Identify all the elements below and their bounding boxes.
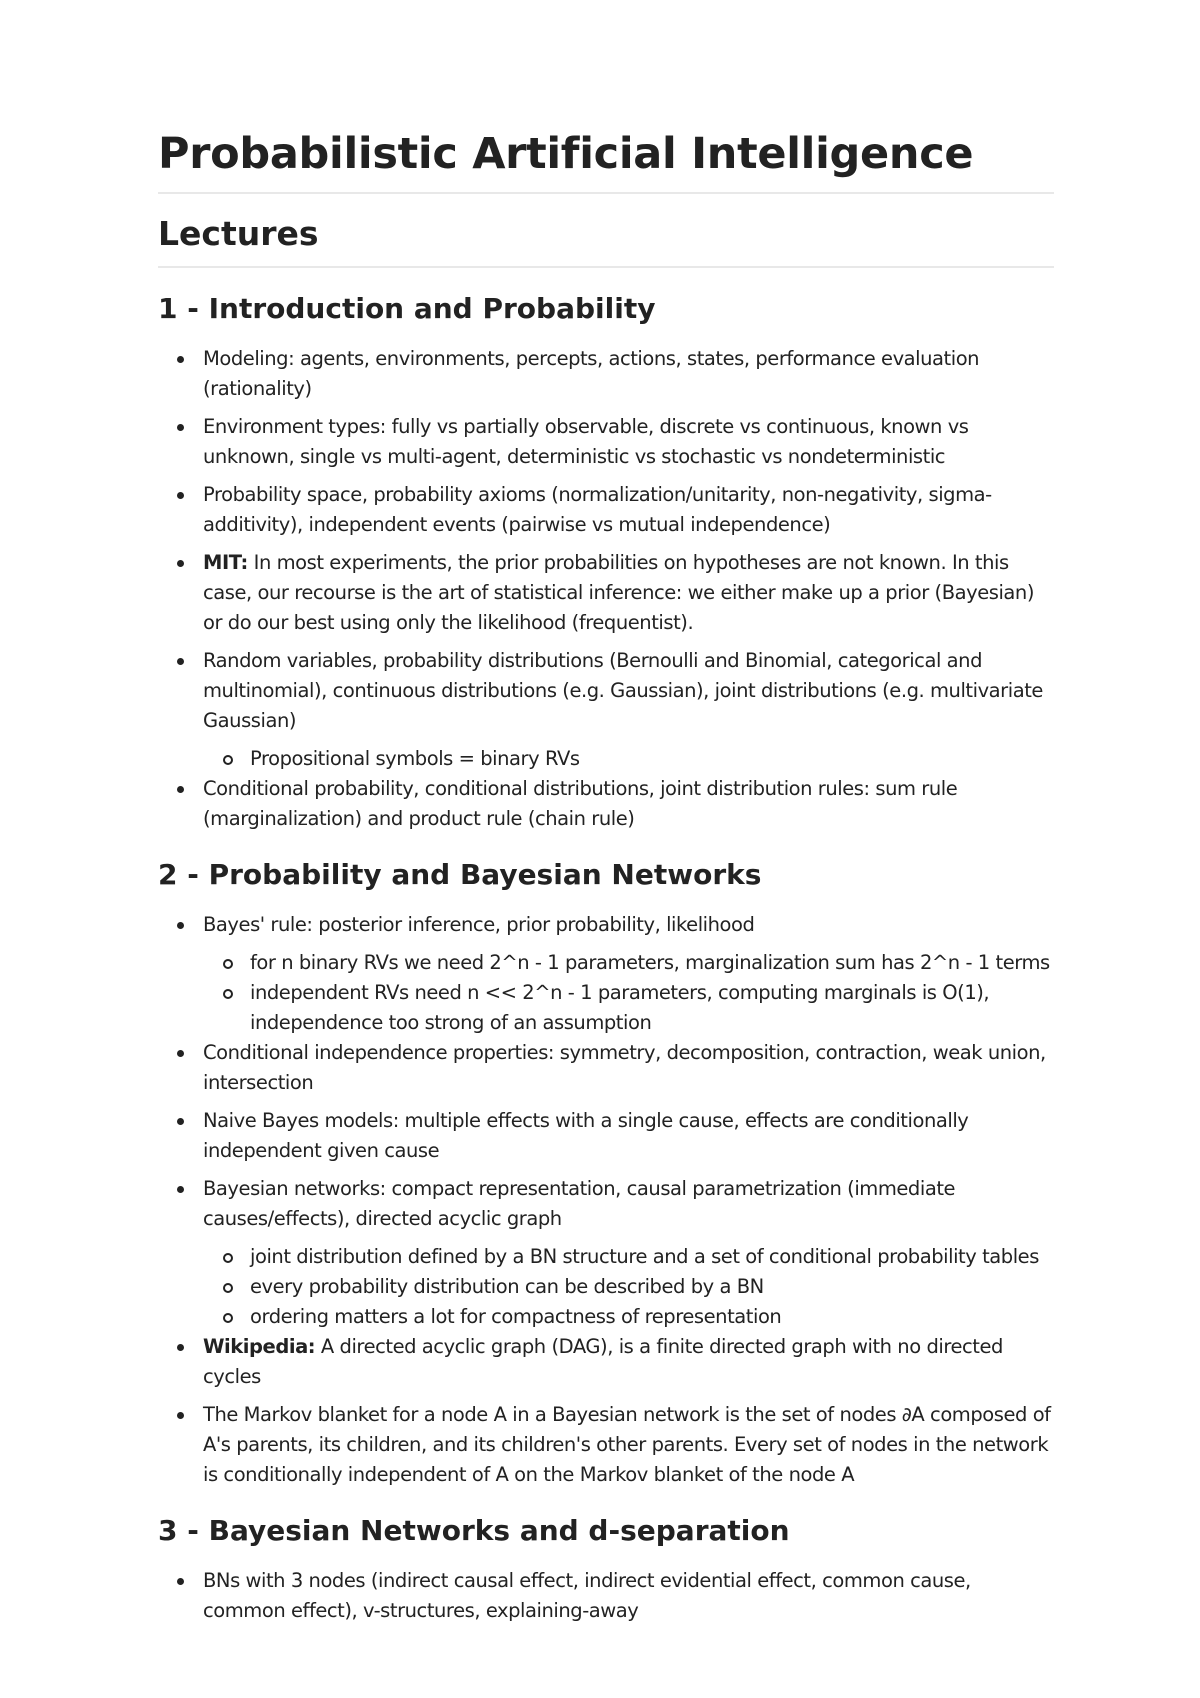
source-label: Wikipedia: bbox=[203, 1335, 316, 1358]
list-item: MIT: In most experiments, the prior probabilities on hypotheses are not known. In this case, our recourse is the art of statistical inference: we either make up a prior (Bayesian) or do our best using only the likelihood (frequentist). bbox=[158, 548, 1054, 638]
sub-list-item: Propositional symbols = binary RVs bbox=[203, 744, 1054, 774]
sub-list-item: every probability distribution can be described by a BN bbox=[203, 1272, 1054, 1302]
list-item: Probability space, probability axioms (normalization/unitarity, non-negativity, sigma-additivity), independent events (pairwise vs mutual independence) bbox=[158, 480, 1054, 540]
section-heading: 2 - Probability and Bayesian Networks bbox=[158, 858, 762, 891]
sub-list bbox=[203, 1242, 1054, 1332]
sub-list-item: for n binary RVs we need 2^n - 1 parameters, marginalization sum has 2^n - 1 terms bbox=[203, 948, 1054, 978]
list-item: Conditional probability, conditional distributions, joint distribution rules: sum rule (marginalization) and product rule (chain rule) bbox=[158, 774, 1054, 834]
bullet-list bbox=[158, 344, 1054, 834]
list-item: Modeling: agents, environments, percepts, actions, states, performance evaluation (rationality) bbox=[158, 344, 1054, 404]
sub-list bbox=[203, 948, 1054, 1038]
list-item: Conditional independence properties: symmetry, decomposition, contraction, weak union, intersection bbox=[158, 1038, 1054, 1098]
list-item: Environment types: fully vs partially observable, discrete vs continuous, known vs unknown, single vs multi-agent, deterministic vs stochastic vs nondeterministic bbox=[158, 412, 1054, 472]
sub-list-item: independent RVs need n << 2^n - 1 parameters, computing marginals is O(1), independence too strong of an assumption bbox=[203, 978, 1054, 1038]
list-item: Bayes' rule: posterior inference, prior probability, likelihood for n binary RVs we need 2^n - 1 parameters, marginalization sum has 2^n - 1 terms independent RVs need n << 2^n - 1 parameters, computing marginals is O(1), independence too strong of an assumption bbox=[158, 910, 1054, 1038]
page-title: Probabilistic Artificial Intelligence bbox=[158, 128, 1054, 194]
list-item: BNs with 3 nodes (indirect causal effect, indirect evidential effect, common cause, common effect), v-structures, explaining-away bbox=[158, 1566, 1054, 1626]
bullet-list bbox=[158, 1566, 1054, 1626]
sub-list-item: ordering matters a lot for compactness of representation bbox=[203, 1302, 1054, 1332]
list-item: Wikipedia: A directed acyclic graph (DAG), is a finite directed graph with no directed cycles bbox=[158, 1332, 1054, 1392]
lectures-heading: Lectures bbox=[158, 212, 1054, 268]
section-heading: 3 - Bayesian Networks and d-separation bbox=[158, 1514, 790, 1547]
section-heading: 1 - Introduction and Probability bbox=[158, 292, 656, 325]
document-page bbox=[158, 128, 1054, 1634]
sub-list bbox=[203, 744, 1054, 774]
bullet-list bbox=[158, 910, 1054, 1490]
source-label: MIT: bbox=[203, 551, 248, 574]
list-item: The Markov blanket for a node A in a Bayesian network is the set of nodes ∂A composed of A's parents, its children, and its children's other parents. Every set of nodes in the network is conditionally independent of A on the Markov blanket of the node A bbox=[158, 1400, 1054, 1490]
list-item: Naive Bayes models: multiple effects with a single cause, effects are conditionally independent given cause bbox=[158, 1106, 1054, 1166]
sub-list-item: joint distribution defined by a BN structure and a set of conditional probability tables bbox=[203, 1242, 1054, 1272]
list-item: Bayesian networks: compact representation, causal parametrization (immediate causes/effects), directed acyclic graph joint distribution defined by a BN structure and a set of conditional probability tables every probability distribution can be described by a BN ordering matters a lot for compactness of representation bbox=[158, 1174, 1054, 1332]
list-item: Random variables, probability distributions (Bernoulli and Binomial, categorical and multinomial), continuous distributions (e.g. Gaussian), joint distributions (e.g. multivariate Gaussian) Propositional symbols = binary RVs bbox=[158, 646, 1054, 774]
